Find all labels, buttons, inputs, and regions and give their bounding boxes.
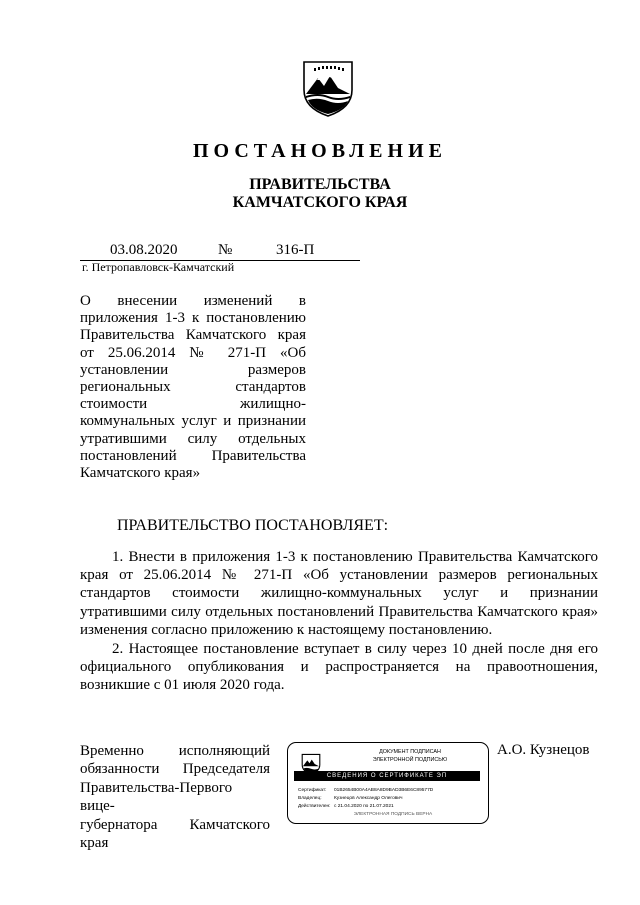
electronic-signature-stamp [287, 742, 489, 824]
stamp-owner-row [298, 796, 402, 801]
stamp-row-label: Действителен: [298, 804, 331, 809]
stamp-certificate-bar: СВЕДЕНИЯ О СЕРТИФИКАТЕ ЭП [294, 771, 480, 781]
issuer-line-2: КАМЧАТСКОГО КРАЯ [232, 194, 408, 211]
paragraph-1: 1. Внести в приложения 1-3 к постановлению Правительства Камчатского края от 25.06.2014 № 271-П «Об установлении размеров региональных стандартов стоимости жилищно-коммунальных услуг и признании утратившими силу отдельных постановлений Правительства Камчатского края» изменения согласно приложению к настоящему постановлению. [80, 549, 598, 638]
stamp-footer: ЭЛЕКТРОННАЯ ПОДПИСЬ ВЕРНА [353, 812, 433, 817]
decree-heading: ПРАВИТЕЛЬСТВО ПОСТАНОВЛЯЕТ: [117, 517, 389, 534]
signer-name: А.О. Кузнецов [497, 742, 590, 758]
coat-of-arms-icon [298, 58, 358, 118]
document-number: 316-П [276, 242, 315, 258]
signer-title-main: Временно исполняющий обязанности Председателя Правительства-Первого вице- [80, 743, 270, 815]
paragraph-2: 2. Настоящее постановление вступает в силу через 10 дней после дня его официального опубликования и распространяется на правоотношения, возникшие с 01 июля 2020 года. [80, 641, 598, 694]
stamp-heading-2: ЭЛЕКТРОННОЙ ПОДПИСЬЮ [372, 757, 448, 763]
date-number-row [80, 242, 360, 261]
stamp-row-value: 01B2654B00A4AB8A8D9BAD3B6E6C89577D [334, 788, 434, 793]
stamp-certificate-row [298, 788, 433, 793]
stamp-row-label: Владелец: [298, 796, 322, 801]
stamp-row-value: Кузнецов Александр Олегович [334, 796, 403, 801]
document-subject: О внесении изменений в приложения 1-3 к постановлению Правительства Камчатского края от 25.06.2014 № 271-П «Об установлении размеров региональных стандартов стоимости жилищно-коммунальных услуг и признании утратившими силу отдельных постановлений Правительства Камчатского края» [80, 293, 306, 482]
document-date: 03.08.2020 [110, 242, 178, 258]
document-type-title: ПОСТАНОВЛЕНИЕ [193, 140, 447, 162]
signer-title-last: губернатора Камчатского края [80, 816, 270, 852]
signer-title [80, 742, 270, 852]
document-city: г. Петропавловск-Камчатский [82, 260, 235, 274]
stamp-row-value: с 21.04.2020 по 21.07.2021 [334, 804, 394, 809]
stamp-validity-row [298, 804, 394, 809]
issuer-line-1: ПРАВИТЕЛЬСТВА [249, 176, 391, 193]
stamp-heading-1: ДОКУМЕНТ ПОДПИСАН [379, 749, 441, 755]
stamp-row-label: Сертификат: [298, 788, 327, 793]
number-sign: № [218, 242, 233, 258]
